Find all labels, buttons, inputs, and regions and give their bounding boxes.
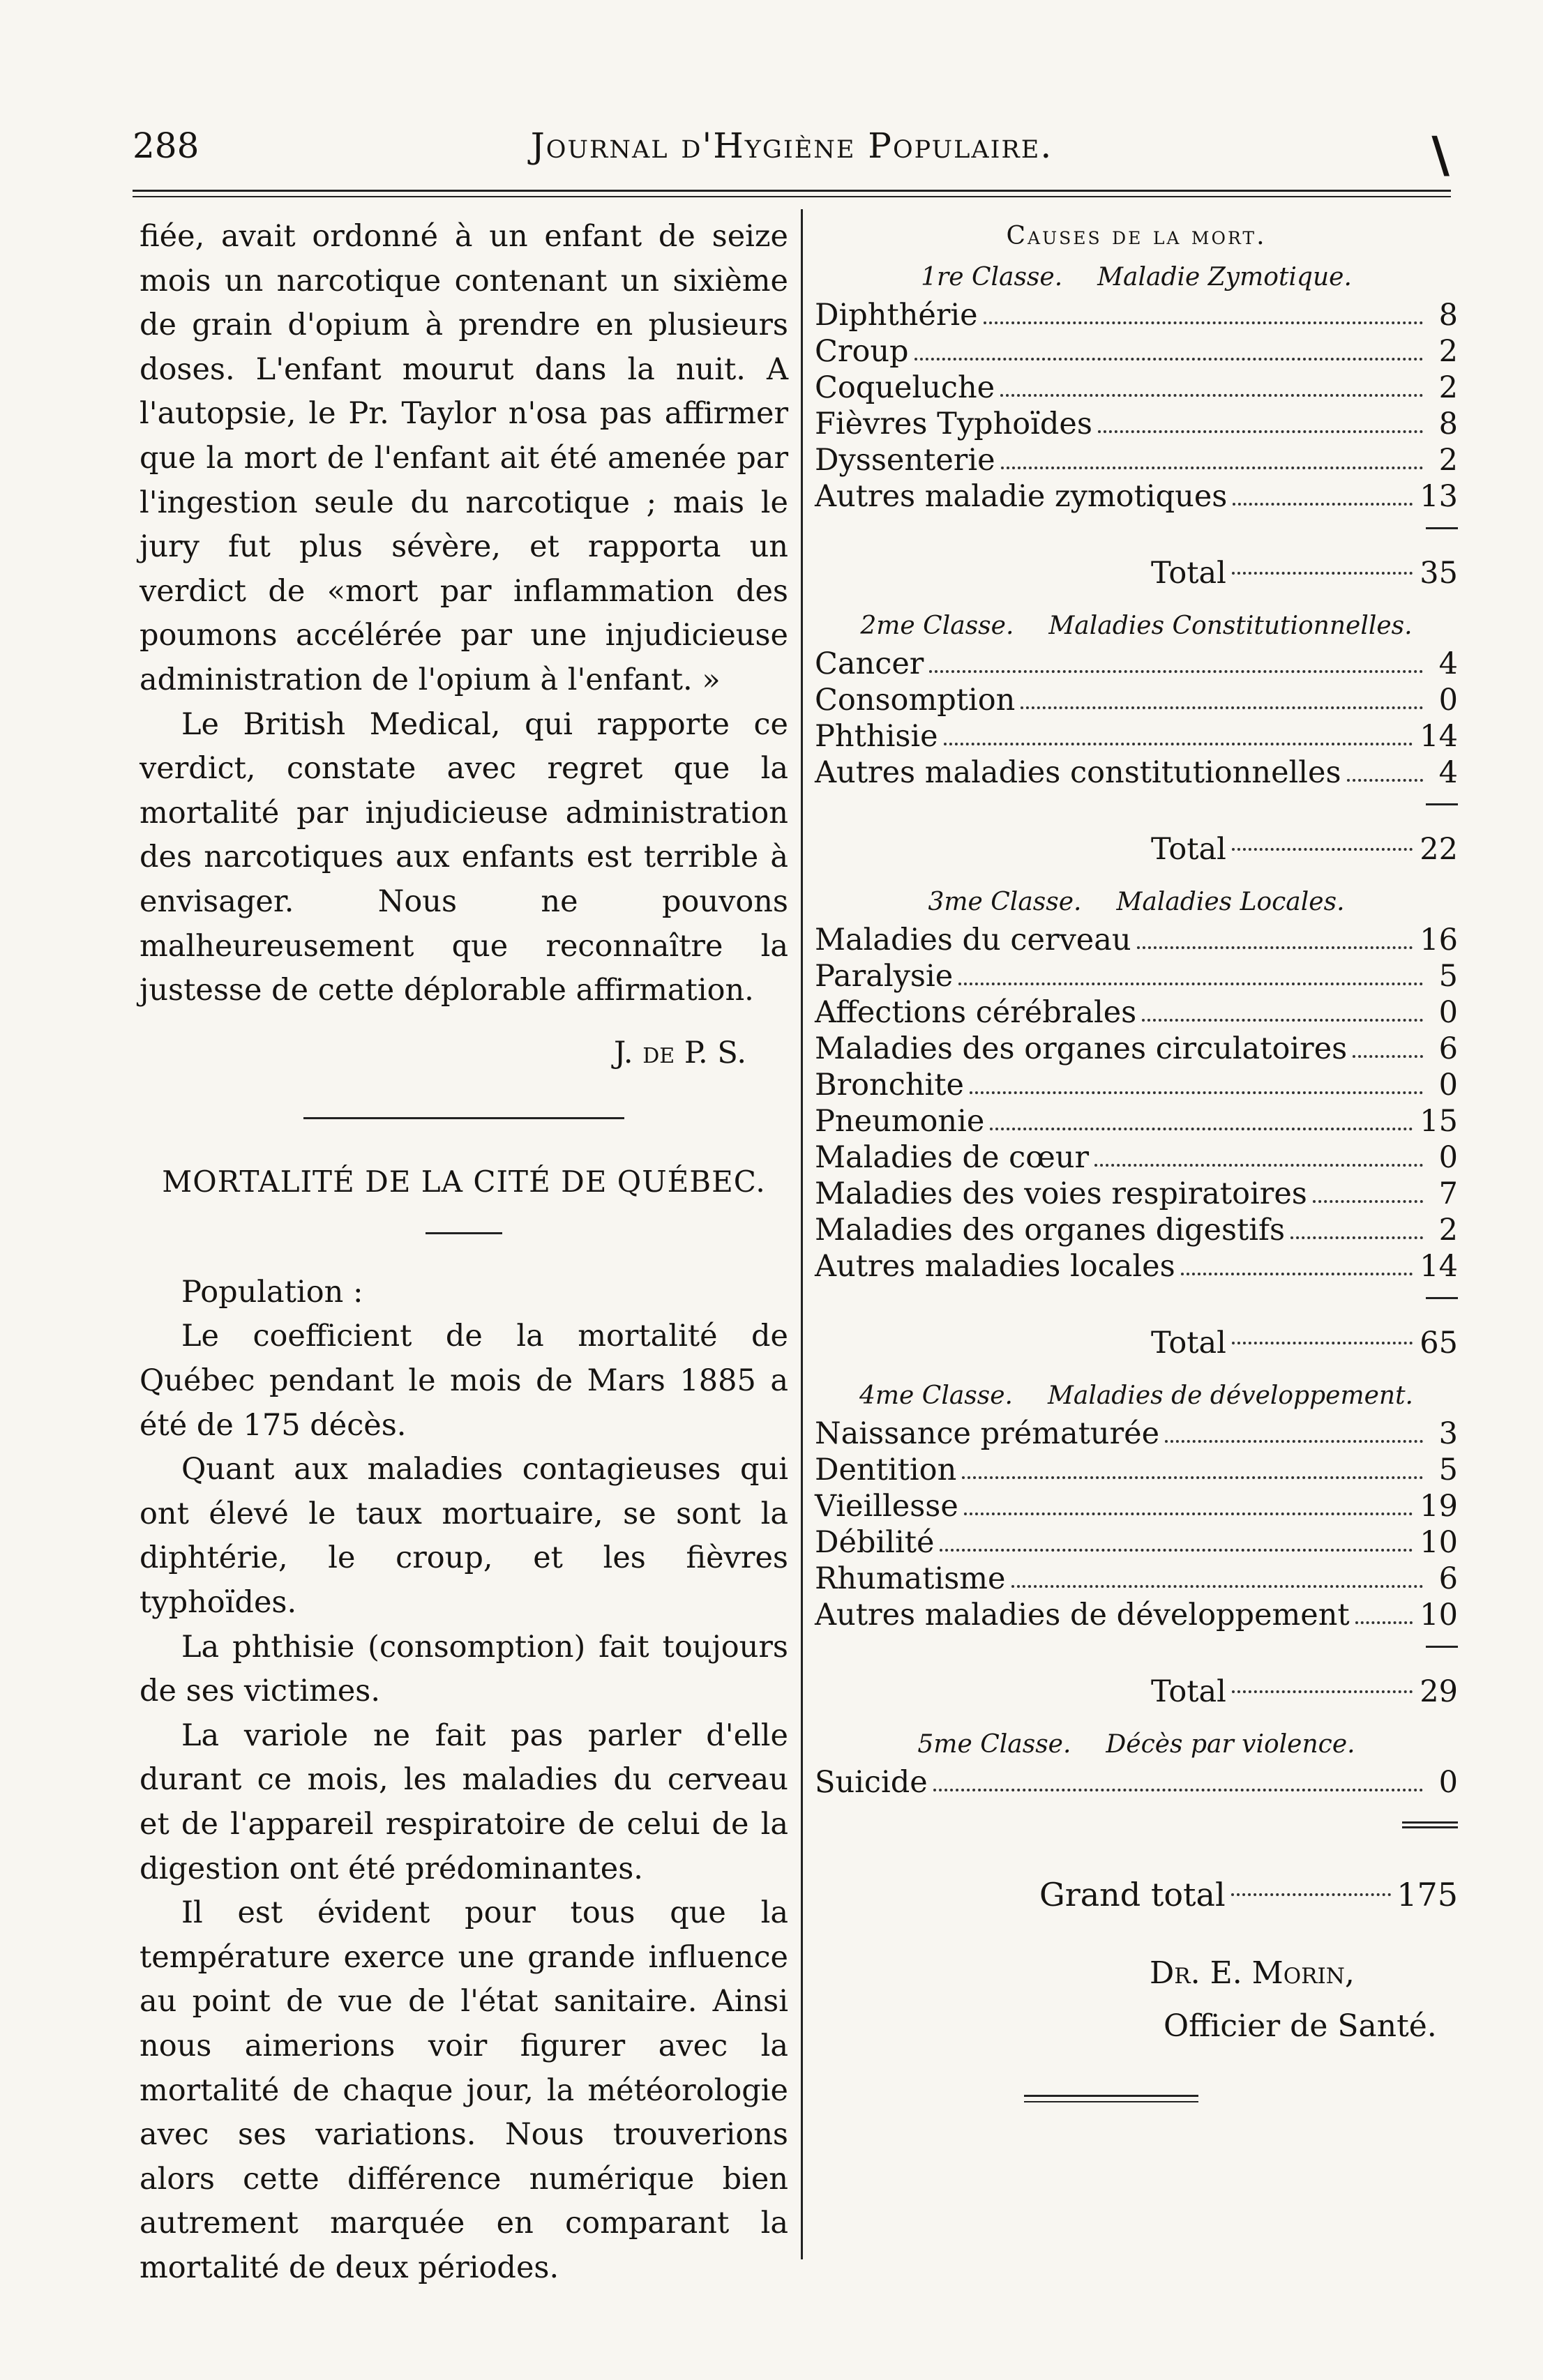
total-value: 29	[1420, 1674, 1458, 1709]
short-rule	[426, 1232, 502, 1234]
class-heading	[815, 607, 1458, 646]
cause-label: Croup	[815, 334, 909, 369]
running-title: Journal d'Hygiène Populaire.	[530, 126, 1053, 166]
table-row	[815, 370, 1458, 406]
leader-dots	[990, 1128, 1413, 1130]
leader-dots	[1290, 1236, 1423, 1239]
total-label: Total	[1151, 1326, 1226, 1360]
leader-dots	[940, 1549, 1413, 1552]
cause-label: Phthisie	[815, 719, 938, 754]
cause-label: Maladies des organes digestifs	[815, 1213, 1286, 1248]
total-label: Total	[1151, 832, 1226, 867]
leader-dots	[1181, 1273, 1413, 1275]
leader-dots	[944, 743, 1413, 745]
leader-dots	[964, 1513, 1413, 1515]
cause-label: Débilité	[815, 1525, 935, 1560]
leader-dots	[1313, 1200, 1423, 1203]
table-row	[815, 1416, 1458, 1452]
leader-dots	[1011, 1585, 1424, 1588]
table-row	[815, 994, 1458, 1031]
cause-count: 14	[1420, 1249, 1458, 1284]
class-total-row	[815, 1658, 1458, 1725]
table-row	[815, 1248, 1458, 1284]
cause-label: Cancer	[815, 646, 924, 681]
leader-dots	[914, 358, 1423, 361]
cause-label: Autres maladie zymotiques	[815, 479, 1228, 514]
cause-label: Fièvres Typhoïdes	[815, 407, 1092, 441]
cause-label: Affections cérébrales	[815, 995, 1137, 1030]
section-heading: MORTALITÉ DE LA CITÉ DE QUÉBEC.	[162, 1165, 766, 1199]
cause-count: 4	[1438, 755, 1458, 790]
leader-dots	[1098, 430, 1423, 433]
mortality-table	[815, 215, 1458, 2102]
cause-label: Suicide	[815, 1765, 928, 1800]
leader-dots	[1347, 779, 1423, 782]
author-block	[815, 1947, 1458, 2053]
leader-dots	[1355, 1621, 1413, 1624]
leader-dots	[1142, 1019, 1423, 1022]
table-row	[815, 1212, 1458, 1248]
table-row	[815, 958, 1458, 994]
cause-count: 10	[1420, 1598, 1458, 1632]
class-heading	[815, 1377, 1458, 1416]
population-label: Population :	[181, 1274, 363, 1310]
paragraph-contagious: Quant aux maladies contagieuses qui ont élevé le taux mortuaire, se sont la diphtérie, le croup, et les fièvres typhoïdes.	[140, 1452, 788, 1621]
leader-dots	[958, 983, 1423, 985]
table-row	[815, 442, 1458, 478]
table-row	[815, 682, 1458, 718]
total-value: 35	[1420, 556, 1458, 591]
cause-count: 0	[1438, 1765, 1458, 1800]
cause-count: 7	[1438, 1176, 1458, 1211]
paragraph-phthisie: La phthisie (consomption) fait toujours de ses victimes.	[140, 1629, 788, 1709]
class-name: Maladie Zymotique.	[1097, 263, 1352, 291]
header-rule	[133, 190, 1451, 197]
cause-count: 13	[1420, 479, 1458, 514]
cause-count: 14	[1420, 719, 1458, 754]
cause-count: 2	[1438, 1213, 1458, 1248]
cause-label: Vieillesse	[815, 1489, 958, 1524]
cause-count: 2	[1438, 334, 1458, 369]
class-heading	[815, 883, 1458, 922]
end-rule	[1024, 2095, 1198, 2102]
table-row	[815, 297, 1458, 333]
class-total-row	[815, 816, 1458, 883]
cause-count: 3	[1438, 1416, 1458, 1451]
cause-count: 0	[1438, 995, 1458, 1030]
class-name: Maladies de développement.	[1048, 1381, 1413, 1410]
table-row	[815, 718, 1458, 755]
class-total-row	[815, 540, 1458, 607]
total-dash	[815, 1284, 1458, 1310]
grand-total-label: Grand total	[1039, 1876, 1226, 1913]
cause-label: Diphthérie	[815, 298, 978, 333]
leader-dots	[1021, 706, 1423, 709]
cause-label: Autres maladies de développement	[815, 1598, 1350, 1632]
table-row	[815, 1524, 1458, 1561]
leader-dots	[933, 1789, 1423, 1791]
leader-dots	[1001, 467, 1423, 469]
table-row	[815, 1176, 1458, 1212]
total-label: Total	[1151, 556, 1226, 591]
total-dash	[815, 1633, 1458, 1658]
cause-label: Autres maladies locales	[815, 1249, 1175, 1284]
class-heading	[815, 258, 1458, 297]
table-row	[815, 478, 1458, 515]
total-dash	[815, 791, 1458, 816]
table-row	[815, 1561, 1458, 1597]
cause-count: 8	[1438, 407, 1458, 441]
signature	[140, 1031, 788, 1076]
cause-label: Bronchite	[815, 1068, 964, 1102]
class-name: Décès par violence.	[1106, 1730, 1355, 1759]
cause-count: 0	[1438, 1140, 1458, 1175]
table-row	[815, 1488, 1458, 1524]
author-role: Officier de Santé.	[1164, 2008, 1437, 2044]
grand-total-row	[815, 1870, 1458, 1919]
table-classes	[815, 258, 1458, 1801]
class-number: 3me Classe.	[928, 888, 1082, 916]
table-row	[815, 922, 1458, 958]
paragraph-variole: La variole ne fait pas parler d'elle durant ce mois, les maladies du cerveau et de l'appareil respiratoire de celui de la digestion ont été prédominantes.	[140, 1718, 788, 1886]
page-number: 288	[133, 126, 200, 166]
table-row	[815, 1067, 1458, 1103]
paragraph-temperature: Il est évident pour tous que la température exerce une grande influence au point de vue de l'état sanitaire. Ainsi nous aimerions voir figurer avec la mortalité de chaque jour, la météorologie avec ses variations. Nous trouverions alors cette différence numérique bien autrement marquée en comparant la mortalité de deux périodes.	[140, 1895, 788, 2285]
leader-dots	[1165, 1440, 1423, 1443]
table-row	[815, 646, 1458, 682]
table-title: Causes de la mort.	[1006, 222, 1267, 250]
cause-count: 8	[1438, 298, 1458, 333]
cause-label: Maladies de cœur	[815, 1140, 1090, 1175]
class-number: 5me Classe.	[917, 1730, 1071, 1759]
cause-count: 16	[1420, 923, 1458, 957]
class-number: 1re Classe.	[921, 263, 1063, 291]
leader-dots	[1094, 1164, 1423, 1167]
table-row	[815, 333, 1458, 370]
table-row	[815, 1452, 1458, 1488]
total-value: 22	[1420, 832, 1458, 867]
cause-label: Naissance prématurée	[815, 1416, 1160, 1451]
cause-label: Autres maladies constitutionnelles	[815, 755, 1341, 790]
paragraph-opium-case: fiée, avait ordonné à un enfant de seize mois un narcotique contenant un sixième de grain d'opium à prendre en plusieurs doses. L'enfant mourut dans la nuit. A l'autopsie, le Pr. Taylor n'osa pas affirmer que la mort de l'enfant ait été amenée par l'ingestion seule du narcotique ; mais le jury fut plus sévère, et rapporta un verdict de «mort par inflammation des poumons accélérée par une injudicieuse administration de l'opium à l'enfant. »	[140, 219, 788, 697]
cause-count: 2	[1438, 443, 1458, 478]
table-row	[815, 1597, 1458, 1633]
table-row	[815, 1139, 1458, 1176]
cause-label: Maladies des voies respiratoires	[815, 1176, 1307, 1211]
total-label: Total	[1151, 1674, 1226, 1709]
cause-count: 19	[1420, 1489, 1458, 1524]
cause-label: Coqueluche	[815, 370, 995, 405]
cause-count: 5	[1438, 959, 1458, 994]
cause-label: Dentition	[815, 1453, 957, 1487]
leader-dots	[962, 1476, 1423, 1479]
class-name: Maladies Constitutionnelles.	[1048, 612, 1413, 640]
cause-count: 0	[1438, 683, 1458, 718]
paragraph-british-medical: Le British Medical, qui rapporte ce verdict, constate avec regret que la mortalité par injudicieuse administration des narcotiques aux enfants est terrible à envisager. Nous ne pouvons malheureusement que reconnaître la justesse de cette déplorable affirmation.	[140, 706, 788, 1008]
cause-label: Maladies des organes circulatoires	[815, 1031, 1348, 1066]
cause-label: Consomption	[815, 683, 1016, 718]
class-number: 4me Classe.	[859, 1381, 1013, 1410]
leader-dots	[1233, 503, 1413, 506]
table-row	[815, 406, 1458, 442]
left-column	[140, 215, 788, 2291]
cause-count: 4	[1438, 646, 1458, 681]
leader-dots	[929, 670, 1423, 673]
cause-label: Pneumonie	[815, 1104, 985, 1139]
signature-text: J. de P. S.	[613, 1035, 746, 1070]
page-header	[133, 126, 1451, 183]
cause-count: 15	[1420, 1104, 1458, 1139]
corner-mark: \	[1431, 126, 1450, 183]
grand-rule-2	[1402, 1826, 1458, 1828]
cause-count: 6	[1438, 1561, 1458, 1596]
class-name: Maladies Locales.	[1116, 888, 1345, 916]
cause-label: Dyssenterie	[815, 443, 995, 478]
cause-count: 2	[1438, 370, 1458, 405]
table-row	[815, 1764, 1458, 1801]
leader-dots	[984, 321, 1423, 324]
class-heading	[815, 1725, 1458, 1764]
author-name: Dr. E. Morin,	[1150, 1955, 1355, 1991]
leader-dots	[1000, 394, 1423, 397]
cause-count: 5	[1438, 1453, 1458, 1487]
leader-dots	[970, 1091, 1423, 1094]
cause-count: 6	[1438, 1031, 1458, 1066]
cause-label: Paralysie	[815, 959, 954, 994]
section-rule	[303, 1117, 624, 1119]
class-total-row	[815, 1310, 1458, 1377]
column-divider	[801, 209, 803, 2259]
class-number: 2me Classe.	[860, 612, 1014, 640]
grand-rule	[1402, 1821, 1458, 1824]
cause-label: Maladies du cerveau	[815, 923, 1131, 957]
table-row	[815, 1103, 1458, 1139]
cause-count: 0	[1438, 1068, 1458, 1102]
table-row	[815, 1031, 1458, 1067]
leader-dots	[1353, 1055, 1423, 1058]
total-dash	[815, 515, 1458, 540]
leader-dots	[1137, 946, 1413, 949]
paragraph-coefficient: Le coefficient de la mortalité de Québec pendant le mois de Mars 1885 a été de 175 décès.	[140, 1319, 788, 1443]
cause-count: 10	[1420, 1525, 1458, 1560]
table-row	[815, 755, 1458, 791]
grand-total-value: 175	[1397, 1876, 1458, 1913]
cause-label: Rhumatisme	[815, 1561, 1006, 1596]
total-value: 65	[1420, 1326, 1458, 1360]
